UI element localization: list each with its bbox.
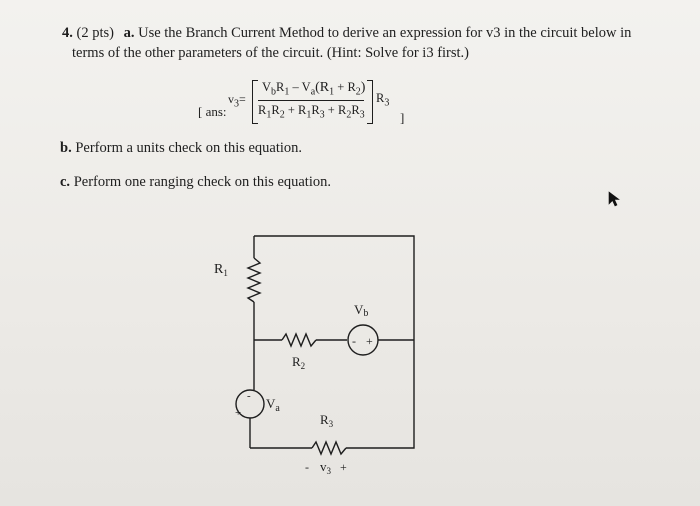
formula-numerator: $V_bR_1 - V_a(R_1 + R_2)$ <box>262 80 366 98</box>
label-r2: $R_2$ <box>292 354 306 371</box>
resistor-r2 <box>282 334 316 346</box>
part-a-text-line2: terms of the other parameters of the circuit. (Hint: Solve for i3 first.) <box>72 45 470 61</box>
label-v3: $v_3$ <box>320 459 331 476</box>
part-c-text: Perform one ranging check on this equation. <box>73 174 331 190</box>
v3-plus: + <box>340 460 347 474</box>
part-b-label: b. <box>60 140 72 156</box>
wire-bottom-right <box>346 340 414 448</box>
v3-minus: - <box>305 460 309 474</box>
part-a-label: a. <box>123 25 135 41</box>
vb-plus: + <box>366 334 373 348</box>
formula-lhs: $v_3=$ <box>228 92 246 110</box>
label-vb: Vb <box>354 302 369 319</box>
formula-denominator: $R_1R_2 + R_1R_3 + R_2R_3$ <box>258 103 365 121</box>
ans-close: ] <box>400 110 405 125</box>
part-a-text-line1: Use the Branch Current Method to derive an expression for v3 in the circuit below in <box>138 25 632 41</box>
formula-tail-r3: $R_3$ <box>376 91 390 109</box>
label-va: $V_a$ <box>266 396 280 414</box>
label-r3: $R_3$ <box>320 412 334 429</box>
resistor-r1 <box>248 258 260 302</box>
part-c-label: c. <box>60 174 71 190</box>
label-r1: $R_1$ <box>214 262 228 278</box>
vb-minus: - <box>352 334 356 348</box>
wire-top-right <box>254 236 414 340</box>
ans-open: [ ans: <box>198 104 227 119</box>
va-plus: + <box>235 407 242 419</box>
va-minus: - <box>247 390 251 402</box>
part-b-text: Perform a units check on this equation. <box>75 140 303 156</box>
resistor-r3 <box>312 442 346 454</box>
problem-number: 4. <box>62 25 73 41</box>
problem-points: (2 pts) <box>76 25 114 41</box>
